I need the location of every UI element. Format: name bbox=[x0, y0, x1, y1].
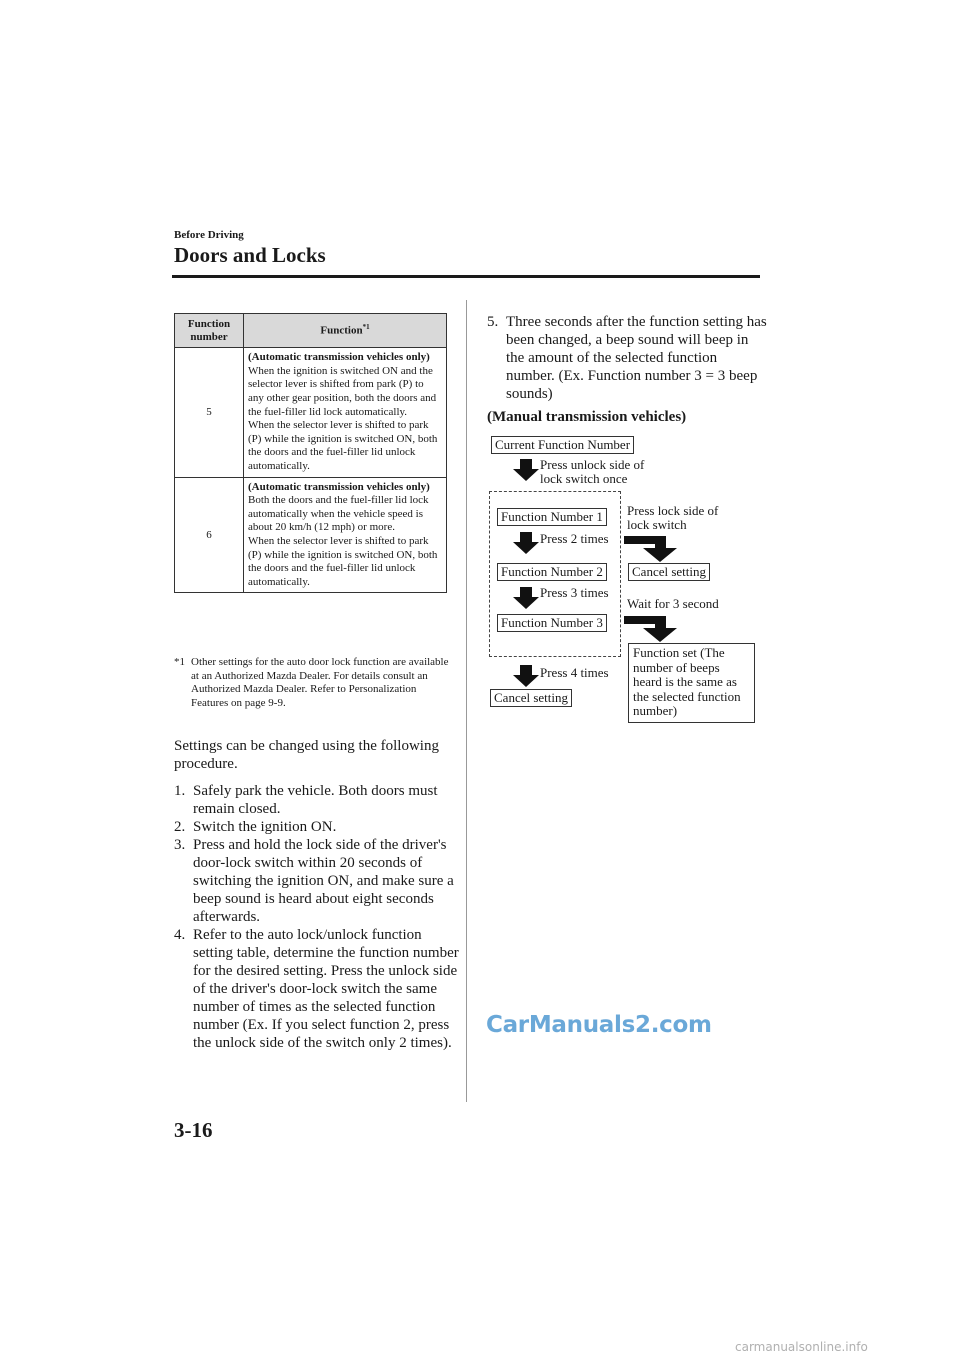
function-number-3-box: Function Number 3 bbox=[497, 614, 607, 632]
function-description-cell bbox=[244, 348, 447, 477]
down-arrow-icon bbox=[513, 587, 539, 609]
step-item: 3. Press and hold the lock side of the driver's door-lock switch within 20 seconds of switching the ignition ON, and make sure a beep sound is heard about eight seconds afterwards. bbox=[174, 837, 454, 925]
press-lock-label: Press lock side of lock switch bbox=[627, 503, 719, 532]
function-number-cell: 6 bbox=[175, 477, 244, 593]
wait-label: Wait for 3 second bbox=[627, 596, 719, 611]
down-arrow-icon bbox=[513, 532, 539, 554]
procedure-steps bbox=[174, 782, 464, 1052]
table-row bbox=[175, 477, 447, 593]
footer-watermark: carmanualsonline.info bbox=[735, 1340, 868, 1354]
footnote-text: Other settings for the auto door lock function are available at an Authorized Mazda Dealer. For details consult an Authorized Mazda Dealer. Refer to Personalization Features on page 9-9. bbox=[191, 656, 449, 709]
down-arrow-icon bbox=[513, 459, 539, 481]
current-function-box: Current Function Number bbox=[491, 436, 634, 454]
press-4-times-label: Press 4 times bbox=[540, 665, 609, 680]
row-heading: (Automatic transmission vehicles only) bbox=[248, 480, 430, 493]
watermark-logo: CarManuals2.com bbox=[486, 1012, 712, 1038]
function-set-box: Function set (The number of beeps heard is the same as the selected function number) bbox=[628, 643, 755, 723]
table-row bbox=[175, 348, 447, 477]
press-3-times-label: Press 3 times bbox=[540, 585, 609, 600]
step-item: 4. Refer to the auto lock/unlock function setting table, determine the function number for the desired setting. Press the unlock side of the driver's door-lock switch the same number of times as the selected function number (Ex. If you select function 2, press the unlock side of the switch only 2 times). bbox=[174, 927, 459, 1051]
table-footnote bbox=[174, 656, 454, 710]
chapter-title: Doors and Locks bbox=[174, 243, 326, 267]
step-item: 5. Three seconds after the function setting has been changed, a beep sound will beep in the amount of the selected function number. (Ex. Function number 3 = 3 beep sounds) bbox=[487, 314, 767, 402]
bent-arrow-icon bbox=[624, 612, 680, 642]
page-number: 3-16 bbox=[174, 1118, 213, 1142]
row-text: When the ignition is switched ON and the selector lever is shifted from park (P) to any other gear position, both the doors and the fuel-filler lid lock automatically. When the selector lever is shifted to park (P) while the ignition is switched ON, both the doors and the fuel-filler lid unlock automatically. bbox=[248, 364, 438, 473]
row-heading: (Automatic transmission vehicles only) bbox=[248, 351, 430, 364]
row-text: Both the doors and the fuel-filler lid lock automatically when the vehicle speed is about 20 km/h (12 mph) or more. When the selector lever is shifted to park (P) while the ignition is switched ON, both the doors and the fuel-filler lid unlock automatically. bbox=[248, 494, 438, 588]
cancel-setting-box: Cancel setting bbox=[490, 689, 572, 707]
bent-arrow-icon bbox=[624, 532, 680, 562]
header-rule bbox=[172, 275, 760, 278]
function-number-2-box: Function Number 2 bbox=[497, 563, 607, 581]
table-header-row bbox=[175, 314, 447, 348]
function-number-header: Function number bbox=[175, 314, 244, 348]
step-item: 1. Safely park the vehicle. Both doors must remain closed. bbox=[174, 783, 438, 817]
step-item: 2. Switch the ignition ON. bbox=[174, 819, 337, 835]
press-2-times-label: Press 2 times bbox=[540, 531, 609, 546]
function-number-cell: 5 bbox=[175, 348, 244, 477]
function-header: Function$^{*1}$ bbox=[244, 314, 447, 348]
press-unlock-label: Press unlock side of lock switch once bbox=[540, 457, 645, 486]
function-table bbox=[174, 313, 447, 593]
diagram-title: (Manual transmission vehicles) bbox=[487, 409, 687, 425]
down-arrow-icon bbox=[513, 665, 539, 687]
footnote-ref: *1 bbox=[362, 323, 370, 332]
function-description-cell bbox=[244, 477, 447, 593]
function-number-1-box: Function Number 1 bbox=[497, 508, 607, 526]
column-divider bbox=[466, 300, 467, 1102]
intro-paragraph: Settings can be changed using the following procedure. bbox=[174, 738, 439, 772]
cancel-setting-box: Cancel setting bbox=[628, 563, 710, 581]
footnote-mark: *1 bbox=[174, 656, 185, 668]
section-label: Before Driving bbox=[174, 229, 244, 241]
